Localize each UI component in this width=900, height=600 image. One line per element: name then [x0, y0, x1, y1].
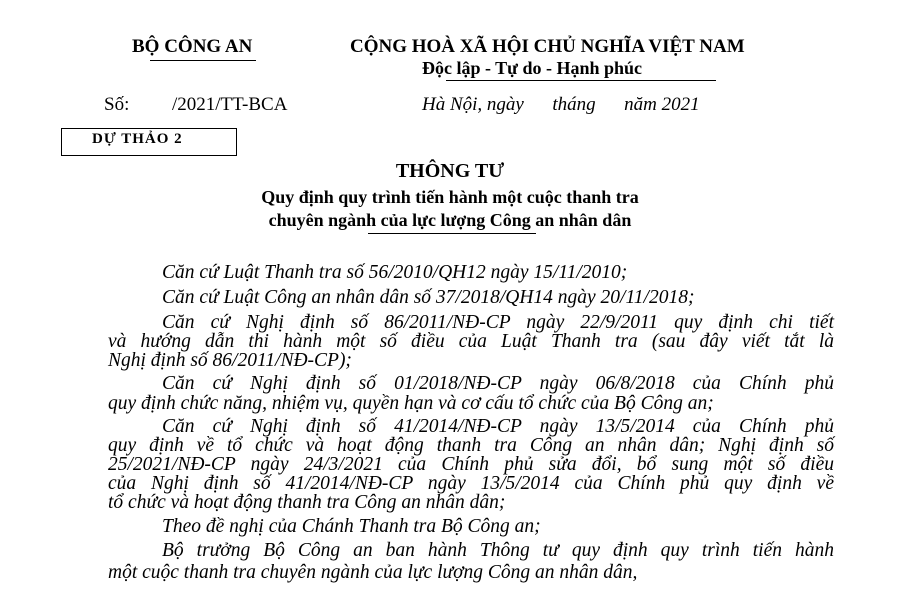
dateline: Hà Nội, ngày tháng năm 2021	[422, 94, 700, 115]
preamble-line: Căn cứ Luật Thanh tra số 56/2010/QH12 ngày 15/11/2010;	[162, 262, 628, 283]
subtitle-underline	[368, 233, 536, 234]
nation-name: CỘNG HOÀ XÃ HỘI CHỦ NGHĨA VIỆT NAM	[350, 36, 745, 57]
preamble-line: một cuộc thanh tra chuyên ngành của lực lượng Công an nhân dân,	[108, 562, 638, 583]
document-subtitle-line-2: chuyên ngành của lực lượng Công an nhân dân	[268, 210, 632, 230]
preamble-line: và hướng dẫn thi hành một số điều của Luật Thanh tra (sau đây viết tắt là	[108, 331, 834, 352]
preamble-line: 25/2021/NĐ-CP ngày 24/3/2021 của Chính phủ sửa đổi, bổ sung một số điều	[108, 454, 834, 475]
document-number-label: Số:	[104, 94, 130, 115]
document-number: /2021/TT-BCA	[172, 94, 288, 115]
document-subtitle-line-1: Quy định quy trình tiến hành một cuộc thanh tra	[261, 187, 639, 207]
document-title: THÔNG TƯ	[395, 160, 505, 182]
preamble-line: của Nghị định số 41/2014/NĐ-CP ngày 13/5/2014 của Chính phủ quy định về	[108, 473, 834, 494]
preamble-line: Bộ trưởng Bộ Công an ban hành Thông tư quy định quy trình tiến hành	[162, 540, 834, 561]
preamble-line: Căn cứ Luật Công an nhân dân số 37/2018/QH14 ngày 20/11/2018;	[162, 287, 695, 308]
agency-name: BỘ CÔNG AN	[132, 36, 253, 57]
preamble-line: Theo đề nghị của Chánh Thanh tra Bộ Công an;	[162, 516, 541, 537]
preamble-line: quy định chức năng, nhiệm vụ, quyền hạn và cơ cấu tổ chức của Bộ Công an;	[108, 393, 714, 414]
draft-label: DỰ THẢO 2	[92, 131, 183, 147]
preamble-line: Căn cứ Nghị định số 86/2011/NĐ-CP ngày 22/9/2011 quy định chi tiết	[162, 312, 834, 333]
preamble-line: quy định về tổ chức và hoạt động thanh tra Công an nhân dân; Nghị định số	[108, 435, 834, 456]
preamble-line: Căn cứ Nghị định số 41/2014/NĐ-CP ngày 13/5/2014 của Chính phủ	[162, 416, 834, 437]
preamble-line: tổ chức và hoạt động thanh tra Công an nhân dân;	[108, 492, 506, 513]
motto-underline	[446, 80, 716, 81]
preamble-line: Căn cứ Nghị định số 01/2018/NĐ-CP ngày 06/8/2018 của Chính phủ	[162, 373, 834, 394]
national-motto: Độc lập - Tự do - Hạnh phúc	[422, 58, 643, 78]
preamble-line: Nghị định số 86/2011/NĐ-CP);	[108, 350, 352, 371]
agency-underline	[150, 60, 256, 61]
